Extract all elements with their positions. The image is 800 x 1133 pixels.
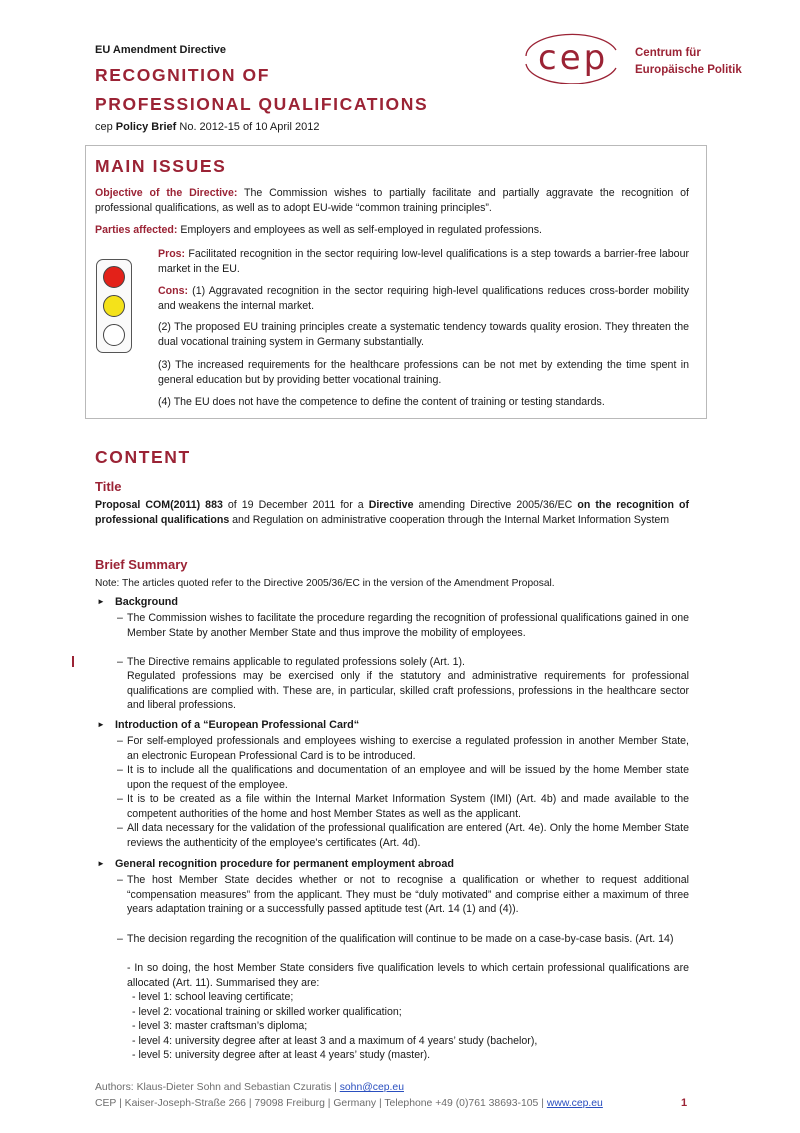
- general-bullet-2: [117, 932, 689, 947]
- title-paragraph: [95, 498, 689, 527]
- brief-rest: No. 2012-15 of 10 April 2012: [176, 121, 320, 133]
- cons-label: Cons:: [158, 285, 189, 297]
- level-item: - level 4: university degree after at least 3 and a maximum of 4 years’ study (bachelor),: [132, 1034, 538, 1047]
- background-bullet-2-text: The Directive remains applicable to regulated professions solely (Art. 1).: [127, 656, 465, 668]
- card-heading: [97, 719, 360, 731]
- title-bold-1: Proposal COM(2011) 883: [95, 499, 223, 511]
- level-list: [132, 990, 689, 1063]
- cep-logo-name: [635, 45, 742, 79]
- dash-bullet: –: [117, 656, 123, 668]
- cons-point-2: (2) The proposed EU training principles create a systematic tendency towards quality erosion. They threaten the dual vocational training system in Germany substantially.: [158, 321, 689, 348]
- level-item: - level 5: university degree after at least 4 years’ study (master).: [132, 1049, 431, 1062]
- author-email-link[interactable]: sohn@cep.eu: [339, 1082, 404, 1093]
- level-item: - level 1: school leaving certificate;: [132, 991, 294, 1003]
- website-link[interactable]: www.cep.eu: [546, 1098, 603, 1109]
- parties-text: Employers and employees as well as self-employed in regulated professions.: [177, 224, 542, 236]
- pros-text: Facilitated recognition in the sector requiring low-level qualifications is a step towards a barrier-free labour market in the EU.: [158, 248, 689, 275]
- dash-bullet: –: [117, 764, 123, 776]
- cons-point-3: (3) The increased requirements for the healthcare professions can be not met by extending the time spent in general education but by providing better vocational training.: [158, 359, 689, 386]
- card-bullet-2: [117, 763, 689, 792]
- cons-point-4: (4) The EU does not have the competence to define the content of training or testing standards.: [158, 396, 605, 408]
- title-text-2: amending Directive 2005/36/EC: [413, 499, 578, 511]
- title-text-1: of 19 December 2011 for a: [222, 499, 369, 511]
- pros-label: Pros:: [158, 248, 186, 260]
- authors-text: Authors: Klaus-Dieter Sohn and Sebastian Czuratis |: [95, 1082, 340, 1093]
- level-item: - level 3: master craftsman’s diploma;: [132, 1020, 308, 1033]
- summary-note: Note: The articles quoted refer to the Directive 2005/36/EC in the version of the Amendment Proposal.: [95, 578, 555, 589]
- brief-bold: Policy Brief: [115, 121, 177, 133]
- general-label: General recognition procedure for permanent employment abroad: [115, 858, 454, 870]
- title-text-3: and Regulation on administrative cooperation through the Internal Market Information System: [229, 513, 670, 526]
- triangle-bullet-icon: ►: [97, 597, 105, 606]
- summary-subheading: Brief Summary: [95, 557, 188, 572]
- dash-bullet: –: [117, 874, 123, 886]
- card-bullet-1: [117, 734, 689, 763]
- cons-paragraph: [158, 284, 689, 313]
- title-bold-2: Directive: [368, 499, 414, 511]
- card-bullet-3: [117, 792, 689, 821]
- dash-bullet: –: [117, 933, 123, 945]
- background-bullet-1-text: The Commission wishes to facilitate the procedure regarding the recognition of professional qualifications gained in one Member State by another Member State and thus improve the mobility of employees.: [127, 612, 689, 639]
- white-light-icon: [103, 324, 125, 346]
- footer-address: [95, 1098, 603, 1109]
- level-item: - level 2: vocational training or skilled worker qualification;: [132, 1005, 402, 1018]
- title-subheading: Title: [95, 479, 122, 494]
- change-bar: [72, 656, 74, 667]
- traffic-light: [96, 259, 132, 353]
- card-label: Introduction of a “European Professional Card“: [115, 719, 360, 731]
- brief-prefix: cep: [95, 121, 116, 133]
- content-heading: CONTENT: [95, 447, 191, 467]
- dash-bullet: –: [117, 793, 123, 805]
- dash-bullet: –: [117, 612, 123, 624]
- triangle-bullet-icon: ►: [97, 720, 105, 729]
- document-title-line-1: RECOGNITION OF: [95, 65, 271, 85]
- logo-name-line-1: Centrum für: [635, 47, 701, 59]
- document-title-line-2: PROFESSIONAL QUALIFICATIONS: [95, 94, 429, 114]
- card-bullet-4: [117, 821, 689, 850]
- triangle-bullet-icon: ►: [97, 859, 105, 868]
- parties-paragraph: [95, 223, 689, 238]
- background-bullet-2-continuation: Regulated professions may be exercised only if the statutory and administrative requirements for professional qualifications are complied with. These are, in particular, skilled craft professions, professions in the healthcare sector and liberal professions.: [127, 670, 689, 712]
- general-bullet-1: [117, 873, 689, 917]
- card-bullet-1-text: For self-employed professionals and employees wishing to exercise a regulated profession in another Member State, an electronic European Professional Card is to be introduced.: [127, 735, 689, 762]
- general-bullet-2-sub: - In so doing, the host Member State considers five qualification levels to which certain professional qualifications are allocated (Art. 11). Summarised they are:: [127, 962, 689, 989]
- objective-text: The Commission wishes to partially facilitate and partially aggravate the recognition of professional qualifications, as well as to adopt EU-wide “common training principles”.: [95, 187, 689, 214]
- title-bold-3: on the recognition of professional qualifications: [95, 499, 689, 526]
- background-bullet-1: [117, 611, 689, 640]
- background-heading: [97, 596, 178, 608]
- page-number: 1: [681, 1097, 688, 1109]
- background-bullet-2: [117, 655, 689, 670]
- card-bullet-3-text: It is to be created as a file within the Internal Market Information System (IMI) (Art. 4b) and made available to the competent authorities of the home and host Member States as well as the applicant.: [127, 793, 689, 820]
- card-bullet-4-text: All data necessary for the validation of the professional qualification are entered (Art. 4e). Only the home Member State reviews the authenticity of the employee's certificates (Art. 4d).: [127, 822, 689, 849]
- dash-bullet: –: [117, 735, 123, 747]
- address-text: CEP | Kaiser-Joseph-Straße 266 | 79098 Freiburg | Germany | Telephone +49 (0)761 38693-105 |: [95, 1098, 547, 1109]
- document-kicker: EU Amendment Directive: [95, 44, 227, 56]
- footer-authors: [95, 1082, 404, 1093]
- cep-logo-mark: cep: [538, 38, 609, 78]
- card-bullet-2-text: It is to include all the qualifications and documentation of an employee and will be issued by the home Member state upon the request of the employee.: [127, 764, 689, 791]
- policy-brief-line: [95, 121, 319, 133]
- red-light-icon: [103, 266, 125, 288]
- background-label: Background: [115, 596, 178, 608]
- cons-text: (1) Aggravated recognition in the sector requiring high-level qualifications reduces cross-border mobility and weakens the internal market.: [158, 285, 689, 312]
- logo-name-line-2: Europäische Politik: [635, 64, 742, 76]
- dash-bullet: –: [117, 822, 123, 834]
- general-bullet-2-text: The decision regarding the recognition of the qualification will continue to be made on a case-by-case basis. (Art. 14): [127, 933, 674, 945]
- objective-label: Objective of the Directive:: [95, 187, 238, 199]
- general-bullet-1-text: The host Member State decides whether or not to recognise a qualification or whether to request additional “compensation measures” from the applicant. They must be “duly motivated” and comprise either a maximum of three years adaptation training or a successfully passed aptitude test (Art. 14 (1) and (4)).: [127, 874, 689, 916]
- main-issues-heading: MAIN ISSUES: [95, 156, 227, 176]
- parties-label: Parties affected:: [95, 224, 178, 236]
- objective-paragraph: [95, 186, 689, 215]
- general-heading: [97, 858, 454, 870]
- yellow-light-icon: [103, 295, 125, 317]
- pros-paragraph: [158, 247, 689, 276]
